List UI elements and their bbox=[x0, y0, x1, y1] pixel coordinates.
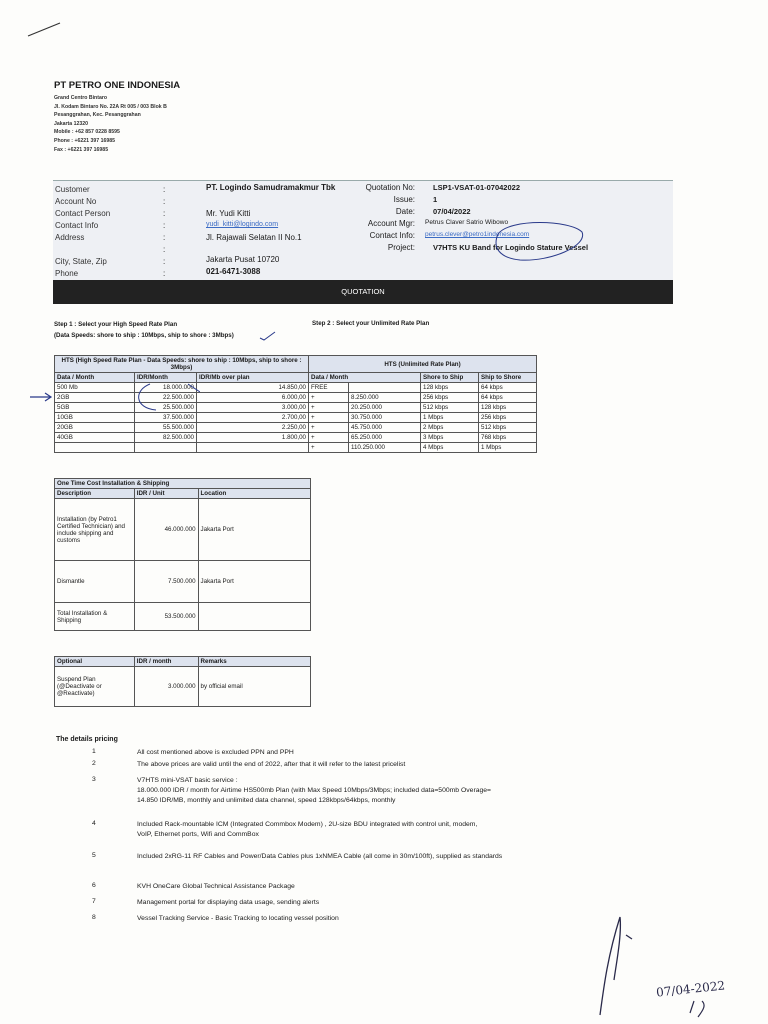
cell: 30.750.000 bbox=[349, 413, 421, 423]
cell: 82.500.000 bbox=[135, 433, 197, 443]
cell: 5GB bbox=[55, 403, 135, 413]
cell: 1 Mbps bbox=[479, 443, 537, 453]
col-header: IDR / Unit bbox=[134, 489, 198, 499]
table-row bbox=[55, 603, 311, 631]
cell: 40GB bbox=[55, 433, 135, 443]
col-header: Ship to Shore bbox=[479, 373, 537, 383]
cell bbox=[198, 603, 310, 631]
cell: 55.500.000 bbox=[135, 423, 197, 433]
hts-rate-table bbox=[54, 355, 537, 453]
arrow-icon bbox=[28, 392, 54, 402]
col-header: IDR / month bbox=[134, 657, 198, 667]
cell: + bbox=[309, 433, 349, 443]
cell: 1 Mbps bbox=[421, 413, 479, 423]
cell: 20.250.000 bbox=[349, 403, 421, 413]
item-number: 2 bbox=[92, 760, 96, 767]
issue-value: 1 bbox=[433, 195, 438, 204]
cell: 45.750.000 bbox=[349, 423, 421, 433]
account-mgr-email-link[interactable]: petrus.clever@petro1indonesia.com bbox=[425, 231, 530, 238]
cell: 3 Mbps bbox=[421, 433, 479, 443]
hts-left-title: HTS (High Speed Rate Plan - Data Speeds: shore to ship : 10Mbps, ship to shore : 3Mbps) bbox=[55, 356, 309, 373]
col-header: IDR/Mb over plan bbox=[197, 373, 309, 383]
customer-info-block: Customer Account No Contact Person Contact Info Address City, State, Zip Phone : : : : : : : : PT. Logindo Samudramakmur Tbk Mr. Yudi Kitti yudi_kitti@logindo.com Jl. Rajawali Selatan II No.1 Jakarta Pusat 10720 021-6471-3088 Quotation No: Issue: Date: Account Mgr: Contact Info: Project: LSP1-VSAT-01-07042022 1 07/04/2022 Petrus Claver Satrio Wibowo petrus.clever@petro1indonesia.com V7HTS KU Band for Logindo Stature Vessel bbox=[53, 180, 673, 280]
col-header: Remarks bbox=[198, 657, 310, 667]
company-address: Grand Centro Bintaro Jl. Kodam Bintaro No. 22A Rt 005 / 003 Blok B Pesanggrahan, Kec. Pesanggrahan Jakarta 12320 Mobile : +62 857 0228 8595 Phone : +6221 397 16985 Fax : +6221 397 16985 bbox=[54, 95, 167, 153]
cell: 2 Mbps bbox=[421, 423, 479, 433]
table-row bbox=[55, 423, 537, 433]
cell: 128 kbps bbox=[421, 383, 479, 393]
cell: 110.250.000 bbox=[349, 443, 421, 453]
item-text: Vessel Tracking Service - Basic Tracking to locating vessel position bbox=[137, 915, 339, 922]
col-header: Location bbox=[198, 489, 310, 499]
label-customer: Customer bbox=[55, 185, 90, 194]
cell: 3.000.000 bbox=[134, 667, 198, 707]
col-header: Data / Month bbox=[55, 373, 135, 383]
cell: 2GB bbox=[55, 393, 135, 403]
cell: 14.850,00 bbox=[197, 383, 309, 393]
item-text: KVH OneCare Global Technical Assistance Package bbox=[137, 883, 295, 890]
cell bbox=[349, 383, 421, 393]
col-header: Description bbox=[55, 489, 135, 499]
table-row bbox=[55, 383, 537, 393]
cell: by official email bbox=[198, 667, 310, 707]
cell: 10GB bbox=[55, 413, 135, 423]
label-account-mgr: Account Mgr: bbox=[367, 219, 415, 228]
cell: Suspend Plan (@Deactivate or @Reactivate) bbox=[55, 667, 135, 707]
label-contact-info: Contact Info bbox=[55, 221, 99, 230]
handwritten-circle bbox=[490, 218, 590, 268]
cell: 3.000,00 bbox=[197, 403, 309, 413]
item-text: Included Rack-mountable ICM (Integrated Commbox Modem) , 2U-size BDU integrated with control unit, modem, VoIP, Ethernet ports, Wifi and CommBox bbox=[137, 821, 478, 838]
item-number: 1 bbox=[92, 748, 96, 755]
pen-mark bbox=[26, 20, 66, 40]
quotation-no-value: LSP1-VSAT-01-07042022 bbox=[433, 183, 520, 192]
item-text: V7HTS mini-VSAT basic service : 18.000.000 IDR / month for Airtime HS500mb Plan (with Max Speed 10Mbps/3Mbps; included data=500mb Overage= 14.850 IDR/MB, monthly and unlimited data channel, speed 128kbps/64kbps, monthly bbox=[137, 777, 492, 804]
item-text: Included 2xRG-11 RF Cables and Power/Data Cables plus 1xNMEA Cable (all come in 30m/100ft), supplied as standards bbox=[137, 853, 503, 860]
installation-table bbox=[54, 478, 311, 631]
item-text: All cost mentioned above is excluded PPN and PPH bbox=[137, 749, 294, 756]
cell: 2.700,00 bbox=[197, 413, 309, 423]
cell: 8.250.000 bbox=[349, 393, 421, 403]
cell: 25.500.000 bbox=[135, 403, 197, 413]
cell: Jakarta Port bbox=[198, 499, 310, 561]
cell: Total Installation & Shipping bbox=[55, 603, 135, 631]
hts-right-title: HTS (Unlimited Rate Plan) bbox=[309, 356, 537, 373]
city-value: Jakarta Pusat 10720 bbox=[206, 255, 280, 264]
cell: 46.000.000 bbox=[134, 499, 198, 561]
col-header: Optional bbox=[55, 657, 135, 667]
cell: 512 kbps bbox=[421, 403, 479, 413]
handwritten-date: 07/04-2022 bbox=[655, 978, 726, 1000]
cell: 6.000,00 bbox=[197, 393, 309, 403]
item-number: 3 bbox=[92, 776, 96, 783]
item-number: 5 bbox=[92, 852, 96, 859]
label-project: Project: bbox=[387, 243, 415, 252]
address-value: Jl. Rajawali Selatan II No.1 bbox=[206, 233, 302, 242]
signature bbox=[590, 905, 760, 1020]
step1-subtitle: (Data Speeds: shore to ship : 10Mbps, ship to shore : 3Mbps) bbox=[54, 332, 234, 339]
account-mgr-value: Petrus Claver Satrio Wibowo bbox=[425, 219, 509, 226]
cell: 53.500.000 bbox=[134, 603, 198, 631]
cell: + bbox=[309, 413, 349, 423]
cell: + bbox=[309, 403, 349, 413]
table-row bbox=[55, 393, 537, 403]
cell: 37.500.000 bbox=[135, 413, 197, 423]
item-text: Management portal for displaying data usage, sending alerts bbox=[137, 899, 320, 906]
table-row bbox=[55, 403, 537, 413]
table-row bbox=[55, 443, 537, 453]
table-row bbox=[55, 561, 311, 603]
cell bbox=[197, 443, 309, 453]
handwritten-bracket bbox=[128, 380, 200, 414]
label-quote-contact: Contact Info: bbox=[369, 231, 415, 240]
cell: + bbox=[309, 443, 349, 453]
cell bbox=[135, 443, 197, 453]
col-header: Shore to Ship bbox=[421, 373, 479, 383]
label-quotation-no: Quotation No: bbox=[365, 183, 415, 192]
cell: 65.250.000 bbox=[349, 433, 421, 443]
cell: 18.000.000 bbox=[135, 383, 197, 393]
quotation-banner: QUOTATION bbox=[53, 280, 673, 304]
label-phone: Phone bbox=[55, 269, 79, 278]
item-number: 6 bbox=[92, 882, 96, 889]
cell: 20GB bbox=[55, 423, 135, 433]
cell: 7.500.000 bbox=[134, 561, 198, 603]
table-row bbox=[55, 499, 311, 561]
cell: 256 kbps bbox=[421, 393, 479, 403]
cell: FREE bbox=[309, 383, 349, 393]
cell: 4 Mbps bbox=[421, 443, 479, 453]
label-contact-person: Contact Person bbox=[55, 209, 111, 218]
cell: 1.800,00 bbox=[197, 433, 309, 443]
label-city: City, State, Zip bbox=[55, 257, 107, 266]
table-row bbox=[55, 433, 537, 443]
step1-title: Step 1 : Select your High Speed Rate Plan bbox=[54, 321, 178, 328]
contact-email-link[interactable]: yudi_kitti@logindo.com bbox=[206, 221, 279, 228]
cell: + bbox=[309, 393, 349, 403]
cell: + bbox=[309, 423, 349, 433]
cell: 256 kbps bbox=[479, 413, 537, 423]
cell: 64 kbps bbox=[479, 393, 537, 403]
customer-name: PT. Logindo Samudramakmur Tbk bbox=[206, 183, 336, 192]
contact-person-value: Mr. Yudi Kitti bbox=[206, 209, 251, 218]
optional-table bbox=[54, 656, 311, 707]
details-pricing bbox=[56, 736, 706, 922]
cell: 2.250,00 bbox=[197, 423, 309, 433]
item-number: 8 bbox=[92, 914, 96, 921]
col-header: IDR/Month bbox=[135, 373, 197, 383]
cell: 128 kbps bbox=[479, 403, 537, 413]
project-value: V7HTS KU Band for Logindo Stature Vessel bbox=[433, 243, 589, 252]
label-issue: Issue: bbox=[393, 195, 415, 204]
label-address: Address bbox=[55, 233, 85, 242]
cell bbox=[55, 443, 135, 453]
cell: 500 Mb bbox=[55, 383, 135, 393]
cell: 22.500.000 bbox=[135, 393, 197, 403]
table-row bbox=[55, 413, 537, 423]
label-date: Date: bbox=[395, 207, 415, 216]
col-header: Data / Month bbox=[309, 373, 421, 383]
step2-title: Step 2 : Select your Unlimited Rate Plan bbox=[312, 320, 430, 327]
label-account-no: Account No bbox=[55, 197, 97, 206]
cell: 512 kbps bbox=[479, 423, 537, 433]
cell: Jakarta Port bbox=[198, 561, 310, 603]
date-value: 07/04/2022 bbox=[433, 207, 471, 216]
item-number: 7 bbox=[92, 898, 96, 905]
item-number: 4 bbox=[92, 820, 96, 827]
cell: 768 kbps bbox=[479, 433, 537, 443]
company-name: PT PETRO ONE INDONESIA bbox=[54, 80, 181, 91]
cell: Installation (by Petro1 Certified Technician) and include shipping and customs bbox=[55, 499, 135, 561]
phone-value: 021-6471-3088 bbox=[206, 267, 261, 276]
check-mark bbox=[258, 330, 278, 342]
item-text: The above prices are valid until the end of 2022, after that it will refer to the latest pricelist bbox=[137, 761, 406, 768]
cell: 64 kbps bbox=[479, 383, 537, 393]
table-row bbox=[55, 667, 311, 707]
installation-title: One Time Cost Installation & Shipping bbox=[55, 479, 311, 489]
cell: Dismantle bbox=[55, 561, 135, 603]
details-title: The details pricing bbox=[56, 736, 118, 743]
